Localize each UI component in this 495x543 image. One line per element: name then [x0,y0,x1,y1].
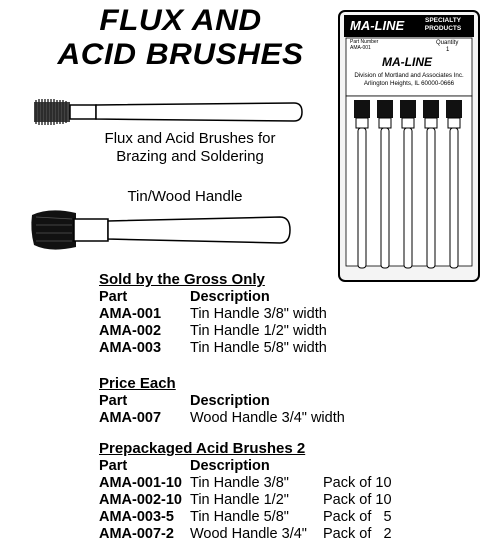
part-description: Wood Handle 3/4" [190,526,307,542]
package-part-label: Part Number [350,39,379,45]
part-number: AMA-007-2 [99,526,174,542]
each-table [99,393,345,427]
col-desc-header: Description [190,289,270,305]
gross-table-header [99,289,327,306]
prepack-section-heading: Prepackaged Acid Brushes 2 [99,440,306,457]
part-number: AMA-003 [99,340,162,356]
handle-caption: Tin/Wood Handle [127,188,243,205]
part-description: Wood Handle 3/4" width [190,410,345,426]
table-row [99,526,398,543]
caption-line-2: Brazing and Soldering [116,148,264,165]
pack-quantity: Pack of 2 [323,526,392,542]
table-row [99,306,327,323]
table-row [99,475,398,492]
package-quantity-label: Quantity [436,40,459,46]
caption-line-1: Flux and Acid Brushes for [104,130,276,147]
title-line-1: FLUX AND [99,4,262,37]
part-description: Tin Handle 5/8" [190,509,289,525]
prepack-table-header [99,458,398,475]
division-line-2: Arlington Heights, IL 60000-0666 [363,80,455,87]
tin-brush-illustration [32,94,306,130]
part-description: Tin Handle 1/2" [190,492,289,508]
package-division [346,72,472,88]
table-row [99,509,398,526]
package-brand-logo: MA-LINE [382,55,432,69]
product-package [338,10,480,282]
table-row [99,492,398,509]
part-number: AMA-001 [99,306,162,322]
package-quantity-value: 1 [446,47,450,53]
part-description: Tin Handle 5/8" width [190,340,327,356]
part-description: Tin Handle 3/8" [190,475,289,491]
table-row [99,323,327,340]
col-part-header: Part [99,289,128,305]
part-description: Tin Handle 1/2" width [190,323,327,339]
prepack-table [99,458,398,543]
each-table-header [99,393,345,410]
part-number: AMA-001-10 [99,475,182,491]
col-part-header: Part [99,393,128,409]
gross-section-heading: Sold by the Gross Only [99,271,265,288]
package-part-number: AMA-001 [350,45,371,51]
table-row [99,340,327,357]
pack-quantity: Pack of 10 [323,475,392,491]
each-section-heading: Price Each [99,375,176,392]
wood-brush-illustration [30,205,294,255]
gross-table [99,289,327,357]
col-part-header: Part [99,458,128,474]
main-caption [90,130,290,166]
package-badge [416,17,470,33]
part-number: AMA-002-10 [99,492,182,508]
page-title [44,4,317,72]
division-line-1: Division of Mortland and Associates Inc. [354,72,464,79]
part-number: AMA-003-5 [99,509,174,525]
col-desc-header: Description [190,393,270,409]
part-number: AMA-002 [99,323,162,339]
table-row [99,410,345,427]
badge-line-2: PRODUCTS [424,25,462,32]
pack-quantity: Pack of 5 [323,509,392,525]
col-desc-header: Description [190,458,270,474]
part-description: Tin Handle 3/8" width [190,306,327,322]
pack-quantity: Pack of 10 [323,492,392,508]
part-number: AMA-007 [99,410,162,426]
package-brand-top: MA-LINE [350,18,405,33]
badge-line-1: SPECIALTY [425,17,461,24]
title-line-2: ACID BRUSHES [57,38,304,71]
